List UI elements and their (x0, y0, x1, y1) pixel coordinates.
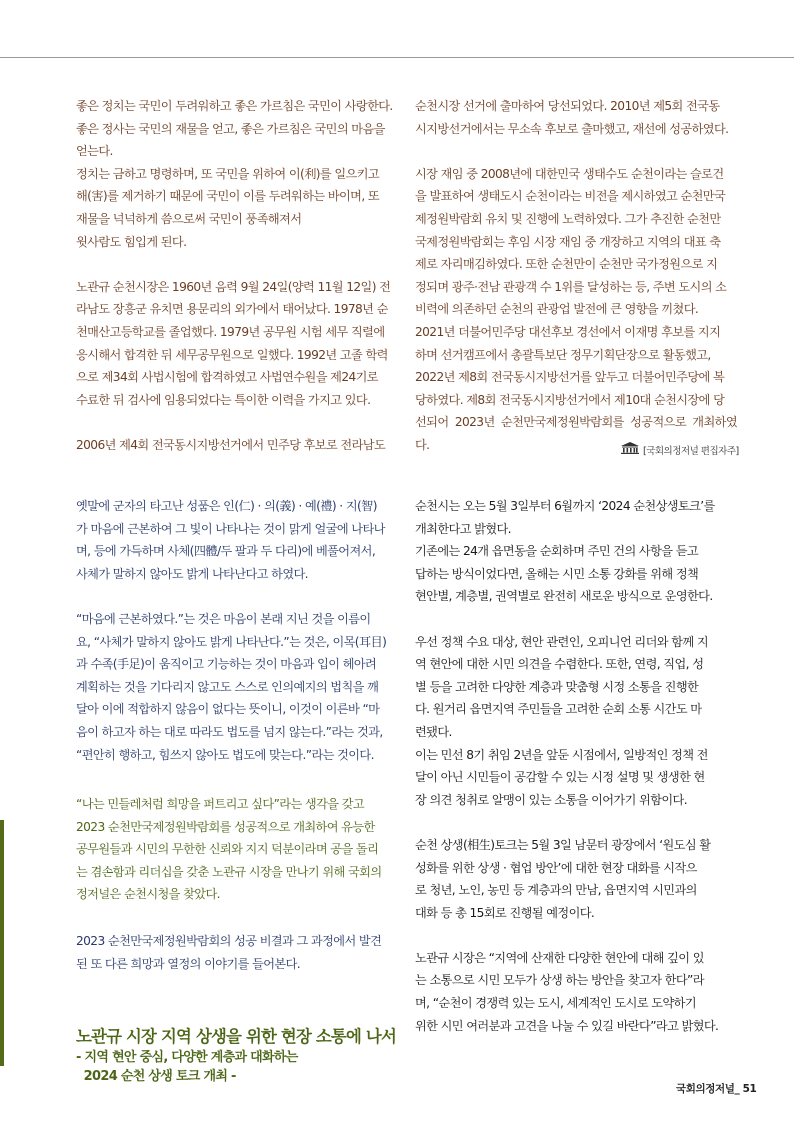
lead-paragraph-2: “마음에 근본하였다.”는 것은 마음이 본래 지닌 것을 이름이 요, “사체가 말하지 않아도 밝게 나타난다.”는 것은, 이목(耳目) 과 수족(手足)이 움직이고 기능하는 것이 마음과 입이 헤아려 계획하는 것을 기다리지 않고도 스스로 인의예지의 법칙을 깨 달아 이에 적합하지 않음이 없다는 뜻이니, 이것이 이른바 “마 음이 하고자 하는 대로 따라도 법도를 넘지 않는다.”라는 것과, “편안히 행하고, 힘쓰지 않아도 법도에 맞는다.”라는 것이다. (76, 611, 387, 762)
lead-paragraph-3: “나는 민들레처럼 희망을 퍼트리고 싶다”라는 생각을 갖고 2023 순천만국제정원박람회를 성공적으로 개최하여 유능한 공무원들과 시민의 무한한 신뢰와 지지 덕분이라며 공을 돌리 는 겸손함과 리더십을 갖춘 노관규 시장을 만나기 위해 국회의 정저널은 순천시청을 찾았다. (76, 797, 382, 902)
page-footer: 국회의정저널_ 51 (676, 1083, 757, 1095)
article-subtitle: - 지역 현안 중심, 다양한 계층과 대화하는 2024 순천 상생 토크 개최 - (76, 1050, 298, 1084)
intro-career-paragraph: 시장 재임 중 2008년에 대한민국 생태수도 순천이라는 슬로건 을 발표하여 생태도시 순천이라는 비전을 제시하였고 순천만국 제정원박람회 유치 및 진행에 노력하였다. 그가 추진한 순천만 국제정원박람회는 후임 시장 재임 중 개장하고 지역의 대표 축 제로 자리매김하였다. 또한 순천만이 순천만 국가정원으로 지 정되며 광주·전남 관광객 수 1위를 달성하는 등, 주변 도시의 소 비력에 의존하던 순천의 관광업 발전에 큰 영향을 끼쳤다. 2021년 더불어민주당 대선후보 경선에서 이재명 후보를 지지 하며 선거캠프에서 총괄특보단 정무기획단장으로 활동했고, 2022년 제8회 전국동시지방선거를 앞두고 더불어민주당에 복 당하였다. 제8회 전국동시지방선거에서 제10대 순천시장에 당 선되어 2023년 순천만국제정원박람회를 성공적으로 개최하였다. (415, 166, 737, 452)
lead-summary-block (76, 930, 397, 975)
intro-quote: 좋은 정치는 국민이 두려워하고 좋은 가르침은 국민이 사랑한다. 좋은 정사는 국민의 재물을 얻고, 좋은 가르침은 국민의 마음을 얻는다. 정치는 금하고 명령하며, 또 국민을 위하여 이(利)를 일으키고 해(害)를 제거하기 때문에 국민이 이를 두려워하는 바이며, 또 재물을 넉넉하게 씀으로써 국민이 풍족해져서 윗사람도 힘입게 된다. (76, 99, 393, 249)
article-title: 노관규 시장 지역 상생을 위한 현장 소통에 나서 (76, 1027, 396, 1046)
intro-election-paragraph: 순천시장 선거에 출마하여 당선되었다. 2010년 제5회 전국동 시지방선거에서는 무소속 후보로 출마했고, 재선에 성공하였다. (415, 99, 729, 136)
intro-bio-paragraph: 노관규 순천시장은 1960년 음력 9월 24일(양력 11월 12일) 전 라남도 장흥군 유치면 용문리의 외가에서 태어났다. 1978년 순 천매산고등학교를 졸업했다. 1979년 공무원 시험 세무 직렬에 응시해서 합격한 뒤 세무공무원으로 일했다. 1992년 고졸 학력 으로 제34회 사법시험에 합격하였고 사법연수원을 제24기로 수료한 뒤 검사에 임용되었다는 특이한 이력을 가지고 있다. (76, 279, 391, 407)
intro-right-column (415, 95, 737, 457)
lead-paragraph-1: 옛말에 군자의 타고난 성품은 인(仁) · 의(義) · 예(禮) · 지(智) 가 마음에 근본하여 그 빛이 나타나는 것이 맑게 얼굴에 나타나 며, 등에 가득하며 사체(四體/두 팔과 두 다리)에 베풀어져서, 사체가 말하지 않아도 밝게 나타난다고 하였다. (76, 499, 385, 581)
body-paragraph-1: 순천시는 오는 5월 3일부터 6월까지 ‘2024 순천상생토크’를 개최한다고 밝혔다. 기존에는 24개 읍면동을 순회하며 주민 건의 사항을 듣고 답하는 방식이었다면, 올해는 시민 소통 강화를 위해 정책 현안별, 계층별, 권역별로 완전히 새로운 방식으로 운영한다. (415, 499, 715, 604)
body-paragraph-3: 순천 상생(相生)토크는 5월 3일 남문터 광장에서 ‘원도심 활 성화를 위한 상생 · 협업 방안’에 대한 현장 대화를 시작으 로 청년, 노인, 농민 등 계층과의 만남, 읍면지역 시민과의 대화 등 총 15회로 진행될 예정이다. (415, 837, 711, 920)
intro-left-column (76, 95, 397, 457)
lead-green-block (76, 793, 397, 906)
body-paragraph-4: 노관규 시장은 “지역에 산재한 다양한 현안에 대해 깊이 있 는 소통으로 시민 모두가 상생 하는 방안을 찾고자 한다”라 며, “순천이 경쟁력 있는 도시, 세계적인 도시로 도약하기 위한 시민 여러분과 고견을 나눌 수 있길 바란다”라고 밝혔다. (415, 950, 719, 1033)
top-rule (0, 57, 794, 58)
left-accent-bar (0, 820, 4, 1066)
editor-credit-text: [국회의정저널 편집자주] (643, 445, 739, 457)
body-paragraph-2: 우선 정책 수요 대상, 현안 관련인, 오피니언 리더와 함께 지 역 현안에 대한 시민 의견을 수렴한다. 또한, 연령, 직업, 성 별 등을 고려한 다양한 계층과 맞춤형 시정 소통을 진행한 다. 원거리 읍면지역 주민들을 고려한 순회 소통 시간도 마 련됐다. 이는 민선 8기 취임 2년을 앞둔 시점에서, 일방적인 정책 전 달이 아닌 시민들이 공감할 수 있는 시정 설명 및 생생한 현 장 의견 청취로 알맹이 있는 소통을 이어가기 위함이다. (415, 634, 708, 807)
article-heading (76, 1026, 406, 1086)
intro-bio-paragraph-2: 2006년 제4회 전국동시지방선거에서 민주당 후보로 전라남도 (76, 437, 386, 452)
editor-credit (620, 442, 739, 457)
lead-left-column (76, 495, 397, 766)
lead-paragraph-4: 2023 순천만국제정원박람회의 성공 비결과 그 과정에서 발견 된 또 다른 희망과 열정의 이야기를 들어본다. (76, 934, 382, 971)
body-right-column (415, 495, 737, 1037)
building-icon (620, 442, 640, 457)
